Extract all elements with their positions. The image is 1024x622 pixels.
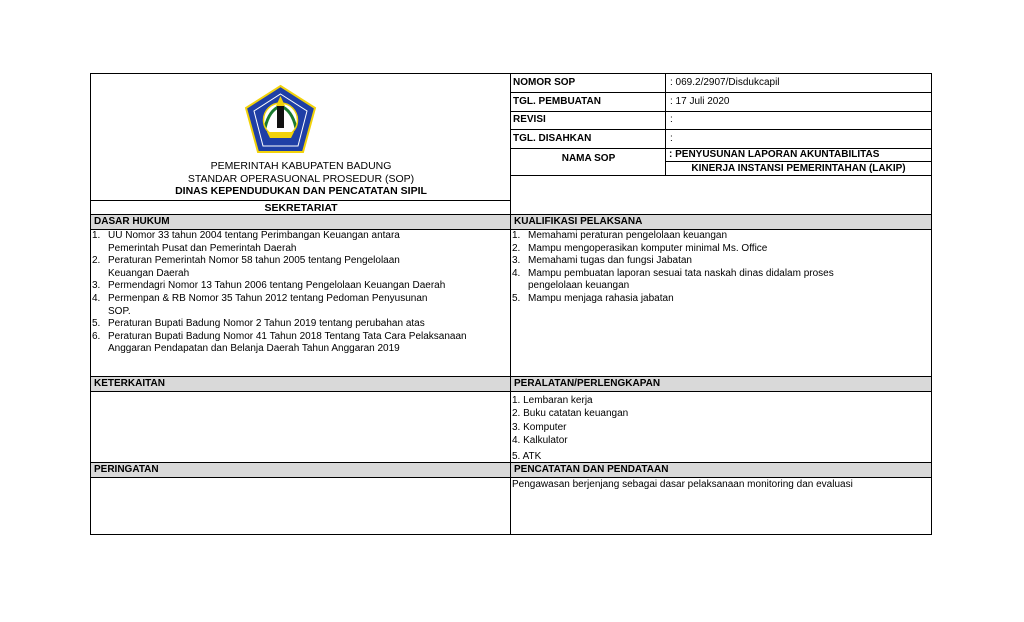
center-divider xyxy=(510,74,511,534)
keterkaitan-title: KETERKAITAN xyxy=(94,378,165,389)
list-item-line: Peraturan Bupati Badung Nomor 2 Tahun 2019 tentang perubahan atas xyxy=(108,318,425,330)
pencatatan-title: PENCATATAN DAN PENDATAAN xyxy=(514,464,669,475)
peralatan-item: 2. Buku catatan keuangan xyxy=(512,408,629,420)
org-line2: STANDAR OPERASUONAL PROSEDUR (SOP) xyxy=(187,172,415,185)
tgl-disahkan-label: TGL. DISAHKAN xyxy=(511,130,668,148)
peralatan-item: 3. Komputer xyxy=(512,421,567,433)
list-item-line: Memahami peraturan pengelolaan keuangan xyxy=(528,230,728,241)
peralatan-header xyxy=(511,377,931,391)
pencatatan-text: Pengawasan berjenjang sebagai dasar pelaksanaan monitoring dan evaluasi xyxy=(512,479,853,490)
list-item-number: 4. xyxy=(92,292,101,304)
sop-document xyxy=(90,73,932,535)
peralatan-item: 5. ATK xyxy=(512,450,542,462)
peralatan-item: 1. Lembaran kerja xyxy=(512,395,593,406)
list-item-line: Anggaran Pendapatan dan Belanja Daerah Tahun Anggaran 2019 xyxy=(108,343,400,355)
list-item-number: 4. xyxy=(512,267,521,279)
list-item-line: Pemerintah Pusat dan Pemerintah Daerah xyxy=(108,242,297,254)
org-line3: DINAS KEPENDUDUKAN DAN PENCATATAN SIPIL xyxy=(175,185,427,197)
nama-sop-value-1: : PENYUSUNAN LAPORAN AKUNTABILITAS xyxy=(669,149,880,160)
peringatan-title: PERINGATAN xyxy=(94,464,159,475)
list-item-line: Keuangan Daerah xyxy=(108,267,190,279)
list-item xyxy=(91,280,511,293)
list-item-line: UU Nomor 33 tahun 2004 tentang Perimbangan Keuangan antara xyxy=(108,230,400,241)
tgl-pembuatan-value: : 17 Juli 2020 xyxy=(670,96,730,107)
kualifikasi-header xyxy=(511,215,931,229)
list-item-number: 1. xyxy=(512,230,521,241)
nama-sop-value-2: KINERJA INSTANSI PEMERINTAHAN (LAKIP) xyxy=(691,163,906,174)
list-item-line: SOP. xyxy=(108,305,131,317)
unit-top-line xyxy=(91,200,511,201)
list-item-line: Peraturan Pemerintah Nomor 58 tahun 2005 tentang Pengelolaan xyxy=(108,255,400,267)
tgl-disahkan-value: : xyxy=(670,133,673,144)
unit-label: SEKRETARIAT xyxy=(264,202,338,214)
peralatan-item: 4. Kalkulator xyxy=(512,435,568,447)
list-item-line: pengelolaan keuangan xyxy=(528,280,630,292)
keterkaitan-header xyxy=(91,377,511,391)
org-title xyxy=(91,160,511,198)
section-line xyxy=(91,462,931,463)
badung-regency-emblem-icon xyxy=(243,84,318,156)
list-item-line: Mampu pembuatan laporan sesuai tata naskah dinas didalam proses xyxy=(528,267,834,279)
dasar-hukum-title: DASAR HUKUM xyxy=(94,216,170,227)
nomor-sop-value: : 069.2/2907/Disdukcapil xyxy=(670,77,780,88)
meta-row-line xyxy=(511,129,931,130)
peringatan-header xyxy=(91,463,511,477)
list-item-number: 2. xyxy=(512,242,521,254)
list-item xyxy=(511,268,931,293)
list-item xyxy=(91,293,511,318)
meta-row-line xyxy=(511,148,931,149)
kualifikasi-title: KUALIFIKASI PELAKSANA xyxy=(514,216,643,227)
tgl-pembuatan-label: TGL. PEMBUATAN xyxy=(511,93,668,111)
list-item-line: Permendagri Nomor 13 Tahun 2006 tentang Pengelolaan Keuangan Daerah xyxy=(108,280,446,292)
unit-title xyxy=(91,201,511,215)
list-item-number: 1. xyxy=(92,230,101,241)
org-line1: PEMERINTAH KABUPATEN BADUNG xyxy=(210,160,392,172)
section-line xyxy=(91,229,931,230)
list-item-number: 5. xyxy=(92,318,101,330)
meta-row-line xyxy=(666,161,931,162)
dasar-hukum-header xyxy=(91,215,511,229)
list-item-number: 3. xyxy=(92,280,101,292)
list-item-line: Memahami tugas dan fungsi Jabatan xyxy=(528,255,692,267)
list-item xyxy=(511,243,931,256)
peralatan-title: PERALATAN/PERLENGKAPAN xyxy=(514,378,661,389)
list-item-line: Mampu mengoperasikan komputer minimal Ms. Office xyxy=(528,242,768,254)
meta-row-line xyxy=(511,92,931,93)
list-item-number: 6. xyxy=(92,330,101,342)
section-line xyxy=(91,477,931,478)
list-item xyxy=(511,293,931,306)
nama-sop-label: NAMA SOP xyxy=(561,153,616,164)
list-item-line: Mampu menjaga rahasia jabatan xyxy=(528,292,674,304)
section-line xyxy=(91,391,931,392)
list-item xyxy=(91,230,511,255)
list-item-line: Peraturan Bupati Badung Nomor 41 Tahun 2018 Tentang Tata Cara Pelaksanaan xyxy=(108,330,467,342)
section-line xyxy=(91,214,931,215)
pencatatan-header xyxy=(511,463,931,477)
meta-row-line xyxy=(511,111,931,112)
list-item xyxy=(91,255,511,280)
list-item-number: 2. xyxy=(92,255,101,267)
list-item-number: 5. xyxy=(512,292,521,304)
list-item xyxy=(511,230,931,243)
peralatan-list xyxy=(511,394,931,463)
nomor-sop-label: NOMOR SOP xyxy=(511,74,668,92)
list-item xyxy=(91,318,511,331)
dasar-hukum-list xyxy=(91,230,511,356)
section-line xyxy=(91,376,931,377)
revisi-value: : xyxy=(670,114,673,125)
kualifikasi-list xyxy=(511,230,931,306)
list-item-line: Permenpan & RB Nomor 35 Tahun 2012 tentang Pedoman Penyusunan xyxy=(108,292,428,304)
revisi-label: REVISI xyxy=(511,111,668,129)
list-item xyxy=(511,255,931,268)
meta-row-line xyxy=(511,175,931,176)
list-item xyxy=(91,331,511,356)
list-item-number: 3. xyxy=(512,255,521,267)
